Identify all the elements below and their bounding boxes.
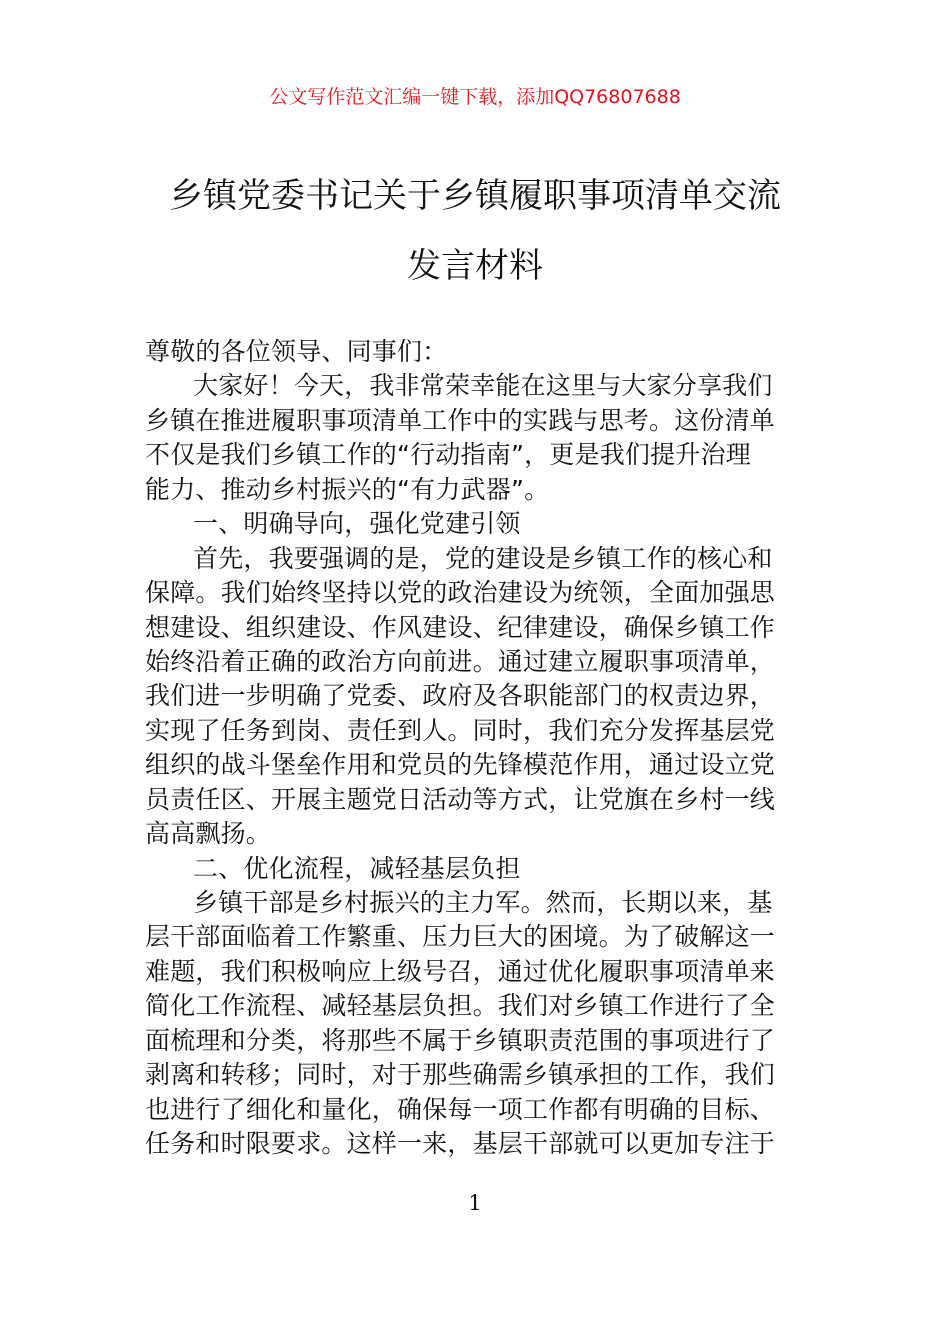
page-number: 1 [468, 1191, 482, 1215]
paragraph-line: 也进行了细化和量化，确保每一项工作都有明确的目标、 [145, 1094, 776, 1124]
paragraph-line: 大家好！今天，我非常荣幸能在这里与大家分享我们 [193, 371, 773, 401]
paragraph-line: 层干部面临着工作繁重、压力巨大的困境。为了破解这一 [145, 922, 776, 952]
paragraph-line: 组织的战斗堡垒作用和党员的先锋模范作用，通过设立党 [145, 750, 776, 780]
paragraph-line: 保障。我们始终坚持以党的政治建设为统领，全面加强思 [145, 578, 776, 608]
document-body [145, 335, 809, 1162]
paragraph-line: 简化工作流程、减轻基层负担。我们对乡镇工作进行了全 [145, 991, 776, 1021]
document-title-line-1: 乡镇党委书记关于乡镇履职事项清单交流 [169, 176, 781, 216]
paragraph-line: 实现了任务到岗、责任到人。同时，我们充分发挥基层党 [145, 715, 776, 745]
download-banner: 公文写作范文汇编一键下载，添加QQ76807688 [269, 86, 681, 108]
paragraph-line: 想建设、组织建设、作风建设、纪律建设，确保乡镇工作 [145, 612, 776, 642]
paragraph-line: 能力、推动乡村振兴的“有力武器”。 [145, 474, 550, 504]
section-heading: 一、明确导向，强化党建引领 [193, 509, 521, 539]
paragraph-line: 始终沿着正确的政治方向前进。通过建立履职事项清单， [145, 646, 776, 676]
paragraph-line: 我们进一步明确了党委、政府及各职能部门的权责边界， [145, 681, 776, 711]
paragraph-line: 员责任区、开展主题党日活动等方式，让党旗在乡村一线 [145, 784, 776, 814]
paragraph-line: 高高飘扬。 [145, 819, 272, 849]
section-heading: 二、优化流程，减轻基层负担 [193, 853, 521, 883]
paragraph-line: 任务和时限要求。这样一来，基层干部就可以更加专注于 [145, 1129, 776, 1159]
paragraph-line: 乡镇在推进履职事项清单工作中的实践与思考。这份清单 [145, 405, 776, 435]
paragraph-line: 不仅是我们乡镇工作的“行动指南”，更是我们提升治理 [145, 440, 751, 470]
paragraph-line: 难题，我们积极响应上级号召，通过优化履职事项清单来 [145, 956, 776, 986]
document-title-line-2: 发言材料 [407, 246, 543, 286]
salutation: 尊敬的各位领导、同事们： [145, 337, 448, 366]
paragraph-line: 首先，我要强调的是，党的建设是乡镇工作的核心和 [193, 543, 773, 573]
paragraph-line: 乡镇干部是乡村振兴的主力军。然而，长期以来，基 [193, 888, 773, 917]
paragraph-line: 剥离和转移；同时，对于那些确需乡镇承担的工作，我们 [145, 1060, 776, 1090]
paragraph-line: 面梳理和分类，将那些不属于乡镇职责范围的事项进行了 [145, 1025, 776, 1055]
